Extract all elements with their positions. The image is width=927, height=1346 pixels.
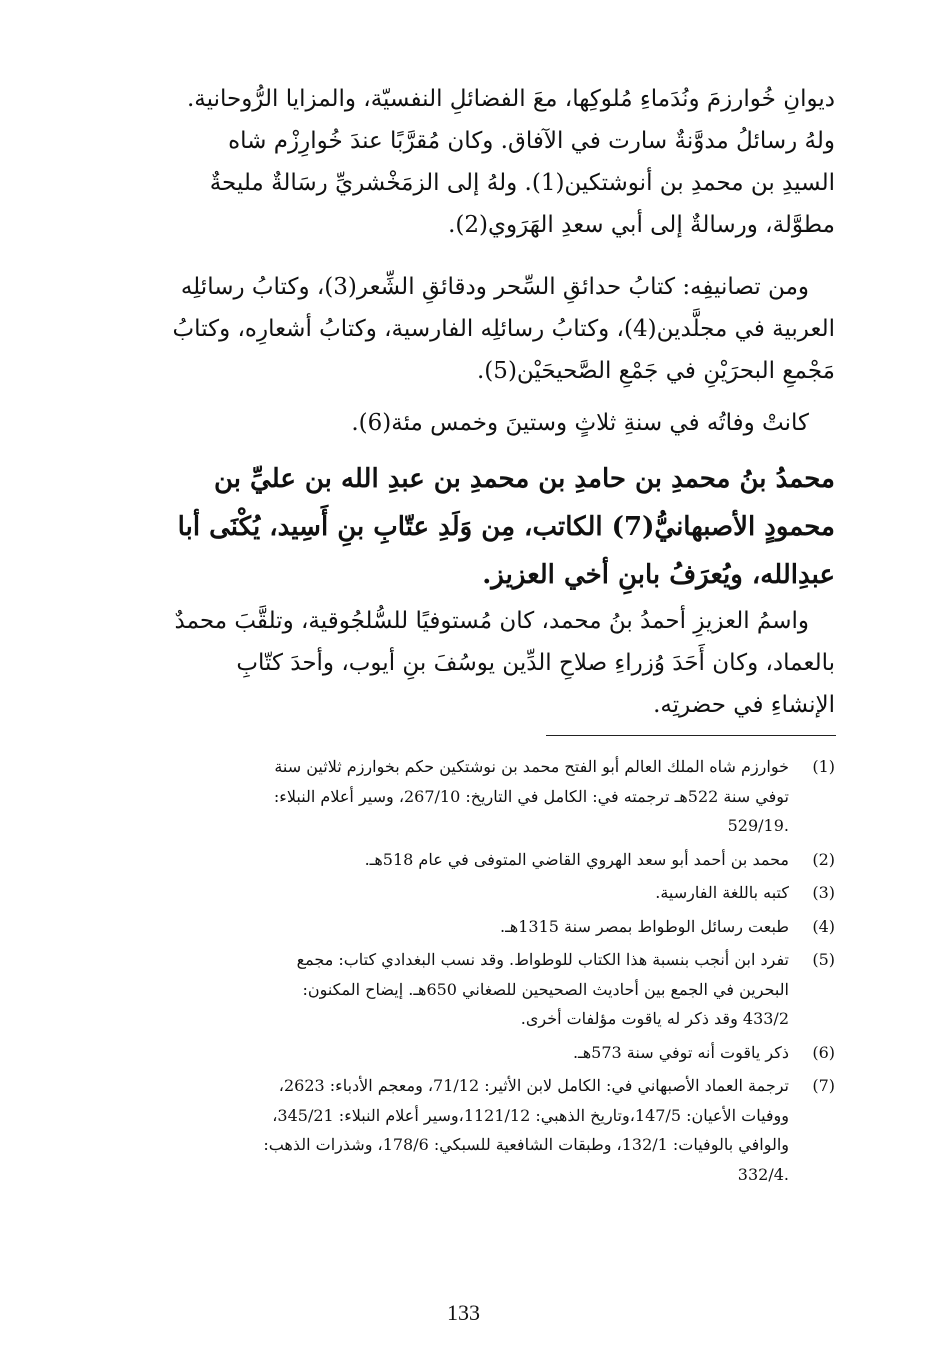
footnote-line: محمد بن أحمد أبو سعد الهروي القاضي المتوفى في عام 518هـ. (364, 849, 789, 869)
footnote-line: خوارزم شاه الملك العالم أبو الفتح محمد بن نوشتكين حكم بخوارزم ثلاثين سنة (274, 757, 789, 776)
footnote-number: (2) (812, 849, 835, 869)
footnote-line: والوافي بالوفيات: 132/1، وطبقات الشافعية للسبكي: 178/6، وشذرات الذهب: (263, 1135, 789, 1154)
footnote-4 (92, 912, 835, 942)
footnote-number: (4) (812, 916, 835, 936)
footnote-number: (5) (812, 950, 835, 969)
footnote-5 (92, 945, 835, 1034)
text-line: السيدِ بن محمدِ بن أنوشتكين(1). ولهُ إلى الزمَخْشريِّ رسَالةٌ مليحةٌ (209, 170, 835, 196)
text-line: مَجْمعِ البحرَيْنِ في جَمْعِ الصَّحيحَيْن(5). (477, 358, 835, 384)
footnote-line: توفي سنة 522هـ ترجمته في: الكامل في التاريخ: 267/10، وسير أعلام النبلاء: (273, 786, 789, 806)
heading-line: محمدُ بنُ محمدِ بن حامدِ بن محمدِ بن عبدِ الله بن عليِّ بن (213, 464, 835, 494)
footnote-separator (546, 735, 836, 736)
footnote-line: .529/19 (727, 816, 789, 835)
text-line: واسمُ العزيزِ أحمدُ بنُ محمد، كان مُستوفيًا للسُّلجُوقية، وتلقَّبَ محمدٌ (174, 608, 809, 634)
paragraph-2 (92, 266, 835, 392)
text-line: الإنشاءِ في حضرتِه. (653, 692, 835, 718)
text-line: ولهُ رسائلُ مدوَّنةٌ سارت في الآفاق. وكان مُقرَّبًا عندَ خُوارِزْم شاه (228, 128, 835, 154)
footnote-line: ووفيات الأعيان: 147/5،وتاريخ الذهبي: 1121/12،وسير أعلام النبلاء: 345/21، (272, 1105, 789, 1125)
paragraph-1 (92, 78, 835, 246)
footnote-line: كتبه باللغة الفارسية. (655, 883, 789, 902)
footnote-number: (3) (812, 883, 835, 902)
footnote-line: ترجمة العماد الأصبهاني في: الكامل لابن الأثير: 71/12، ومعجم الأدباء: 2623، (278, 1076, 789, 1095)
footnotes (92, 752, 835, 1193)
paragraph-4 (92, 600, 835, 726)
footnote-7 (92, 1071, 835, 1189)
footnote-line: 433/2 وقد ذكر له ياقوت مؤلفات أخرى. (520, 1009, 789, 1028)
heading-line: عبدِالله، ويُعرَفُ بابنِ أخي العزيز. (482, 560, 835, 590)
text-line: كانتْ وفاتُه في سنةِ ثلاثٍ وستينَ وخمس مئة(6). (351, 410, 809, 436)
heading-line: محمودٍ الأصبهانيُّ(7) الكاتب، مِن وَلَدِ عتّابِ بنِ أَسِيد، يُكْنَى أبا (177, 512, 835, 542)
footnote-line: ذكر ياقوت أنه توفي سنة 573هـ. (572, 1042, 789, 1062)
page-number: 133 (447, 1300, 480, 1325)
text-line: ومن تصانيفِه: كتابُ حدائقِ السِّحر ودقائقِ الشِّعر(3)، وكتابُ رسائلِه (180, 274, 809, 300)
footnote-2 (92, 845, 835, 875)
footnote-line: تفرد ابن أنجب بنسبة هذا الكتاب للوطواط. وقد نسب البغدادي كتاب: مجمع (296, 950, 789, 969)
footnote-line: طبعت رسائل الوطواط بمصر سنة 1315هـ. (500, 916, 789, 936)
footnote-1 (92, 752, 835, 841)
paragraph-3 (92, 402, 835, 444)
footnote-3 (92, 878, 835, 908)
biography-heading (92, 455, 835, 599)
footnote-number: (7) (812, 1076, 835, 1095)
text-line: ديوانِ خُوارزمَ ونُدَماءِ مُلوكِها، معَ الفضائلِ النفسيّة، والمزايا الرُّوحانية. (186, 86, 835, 112)
footnote-number: (6) (812, 1042, 835, 1062)
text-line: العربية في مجلَّدين(4)، وكتابُ رسائلِه الفارسية، وكتابُ أشعارِه، وكتابُ (172, 316, 835, 342)
footnote-number: (1) (812, 757, 835, 776)
text-line: بالعماد، وكان أَحَدَ وُزراءِ صلاحِ الدِّين يوسُفَ بنِ أيوب، وأحدَ كتّابِ (236, 650, 835, 676)
footnote-line: .332/4 (737, 1164, 789, 1184)
footnote-6 (92, 1038, 835, 1068)
text-line: مطوَّلة، ورسالةٌ إلى أبي سعدِ الهَرَوي(2). (448, 212, 835, 238)
footnote-line: البحرين في الجمع بين أحاديث الصحيحين للصغاني 650هـ. إيضاح المكنون: (302, 979, 789, 999)
